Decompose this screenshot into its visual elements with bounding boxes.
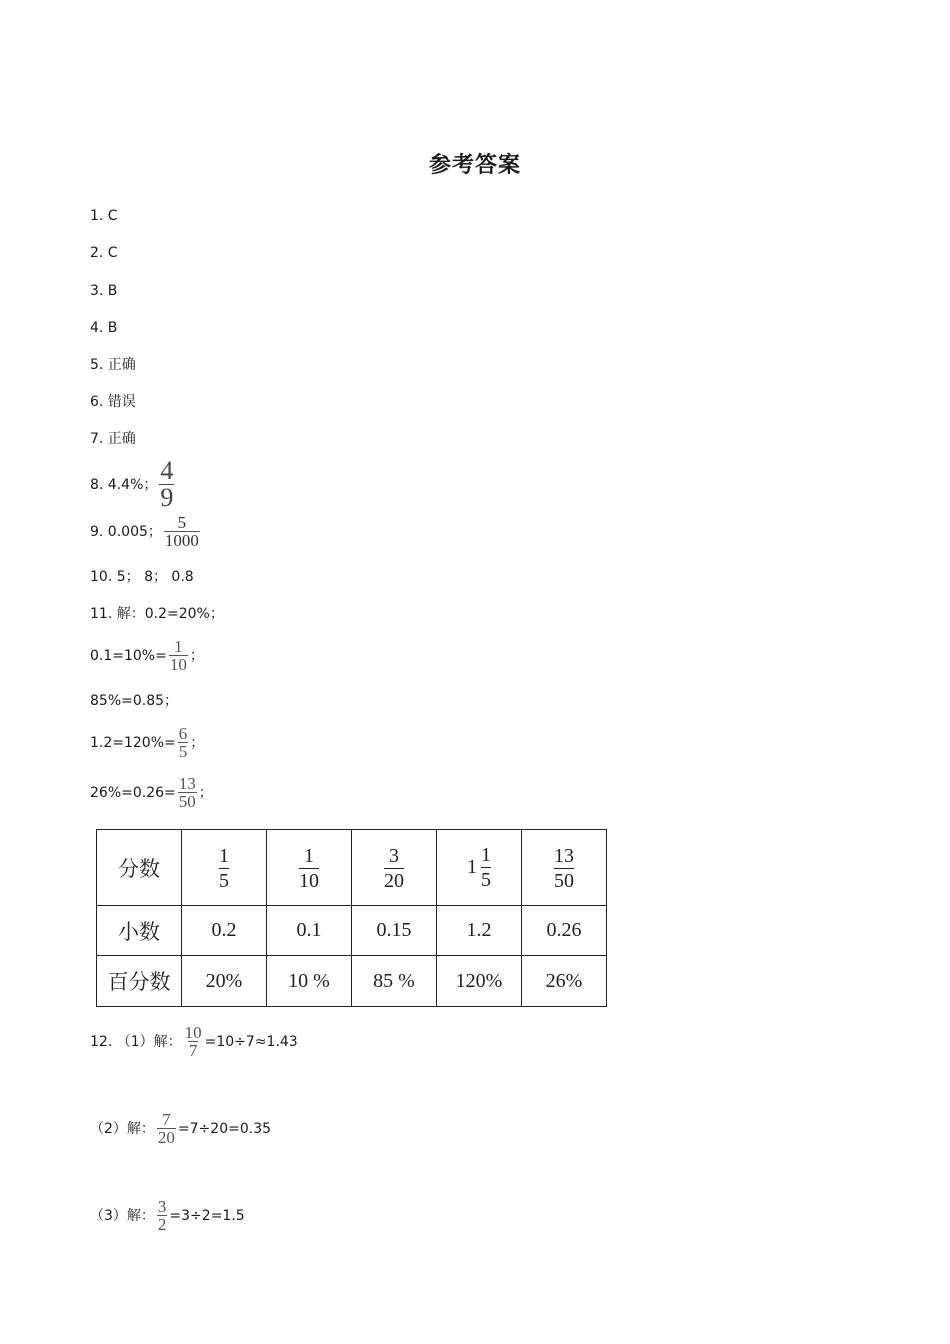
equation-suffix: ； (190, 734, 205, 751)
answer-7: 7. 正确 (90, 431, 136, 447)
denominator: 9 (160, 483, 174, 512)
equation-suffix: =3÷2=1.5 (169, 1207, 245, 1224)
answer-6: 6. 错误 (90, 394, 136, 410)
denominator: 20 (157, 1128, 175, 1147)
equation-text: 1.2=120%= (90, 734, 176, 751)
fraction (554, 846, 574, 891)
answer-11-line-2 (90, 638, 204, 673)
numerator: 13 (554, 844, 574, 867)
table-cell (522, 830, 607, 906)
table-cell: 26% (522, 956, 607, 1007)
answer-12-part-1 (90, 1024, 298, 1059)
answer-12-part-2 (90, 1111, 271, 1146)
table-cell (437, 830, 522, 906)
denominator: 50 (178, 792, 196, 811)
fraction (159, 458, 174, 511)
equation-suffix: =10÷7≈1.43 (204, 1033, 298, 1050)
answer-11-line-3: 85%=0.85； (90, 693, 179, 709)
answer-12-part-3 (90, 1198, 245, 1233)
equation-text: 26%=0.26= (90, 784, 176, 801)
table-cell: 0.1 (267, 906, 352, 956)
page-title: 参考答案 (428, 153, 521, 178)
answer-8 (90, 458, 176, 511)
fraction (219, 846, 229, 891)
equation-text: （3）解： (90, 1207, 155, 1224)
table-row (97, 906, 607, 956)
equation-text: 12. （1）解： (90, 1033, 182, 1050)
table-cell (182, 830, 267, 906)
whole-part: 1 (467, 856, 477, 878)
numerator: 13 (178, 774, 196, 793)
equation-text: 0.1=10%= (90, 647, 167, 664)
numerator: 1 (219, 844, 229, 867)
denominator: 50 (554, 869, 574, 892)
denominator: 5 (219, 869, 229, 892)
numerator: 5 (177, 513, 187, 532)
row-header-fraction: 分数 (97, 830, 182, 906)
equation-text: （2）解： (90, 1120, 155, 1137)
fraction (384, 846, 404, 891)
answer-9 (90, 514, 202, 549)
numerator: 1 (174, 637, 183, 656)
equation-suffix: ； (189, 647, 204, 664)
answer-5: 5. 正确 (90, 357, 136, 373)
numerator: 4 (160, 456, 174, 485)
numerator: 3 (389, 844, 399, 867)
denominator: 10 (299, 869, 319, 892)
fraction (157, 1198, 168, 1233)
fraction (299, 846, 319, 891)
table-cell (352, 830, 437, 906)
numerator: 1 (481, 844, 491, 866)
mixed-number (467, 845, 491, 890)
table-cell: 1.2 (437, 906, 522, 956)
fraction (184, 1024, 203, 1059)
answer-1: 1. C (90, 208, 118, 224)
answer-8-text: 8. 4.4%； (90, 476, 158, 493)
denominator: 7 (188, 1041, 198, 1060)
numerator: 3 (157, 1197, 167, 1216)
row-header-decimal: 小数 (97, 906, 182, 956)
fraction (481, 845, 491, 890)
table-cell: 0.15 (352, 906, 437, 956)
equation-suffix: =7÷20=0.35 (177, 1120, 272, 1137)
table-cell: 0.26 (522, 906, 607, 956)
denominator: 2 (157, 1215, 167, 1234)
answer-10: 10. 5； 8； 0.8 (90, 569, 194, 585)
answer-11: 11. 解：0.2=20%； (90, 606, 224, 622)
table-row (97, 956, 607, 1007)
numerator: 1 (304, 844, 314, 867)
table-cell: 120% (437, 956, 522, 1007)
table-row (97, 830, 607, 906)
fraction (178, 775, 197, 810)
table-cell (267, 830, 352, 906)
answer-11-line-5 (90, 775, 213, 810)
answer-9-text: 9. 0.005； (90, 523, 162, 540)
conversion-table (96, 829, 607, 1007)
denominator: 1000 (164, 531, 199, 550)
denominator: 20 (384, 869, 404, 892)
fraction (178, 725, 189, 760)
table-cell: 85 % (352, 956, 437, 1007)
numerator: 10 (184, 1023, 202, 1042)
answer-2: 2. C (90, 245, 118, 261)
denominator: 5 (178, 742, 188, 761)
table-cell: 0.2 (182, 906, 267, 956)
table-cell: 10 % (267, 956, 352, 1007)
denominator: 10 (169, 655, 187, 674)
row-header-percent: 百分数 (97, 956, 182, 1007)
denominator: 5 (481, 869, 491, 891)
fraction (164, 514, 200, 549)
numerator: 7 (162, 1110, 171, 1129)
answer-3: 3. B (90, 283, 118, 299)
answer-11-line-4 (90, 725, 204, 760)
table-cell: 20% (182, 956, 267, 1007)
answer-4: 4. B (90, 320, 118, 336)
equation-suffix: ； (198, 784, 213, 801)
fraction (169, 638, 188, 673)
numerator: 6 (178, 724, 188, 743)
fraction (157, 1111, 176, 1146)
